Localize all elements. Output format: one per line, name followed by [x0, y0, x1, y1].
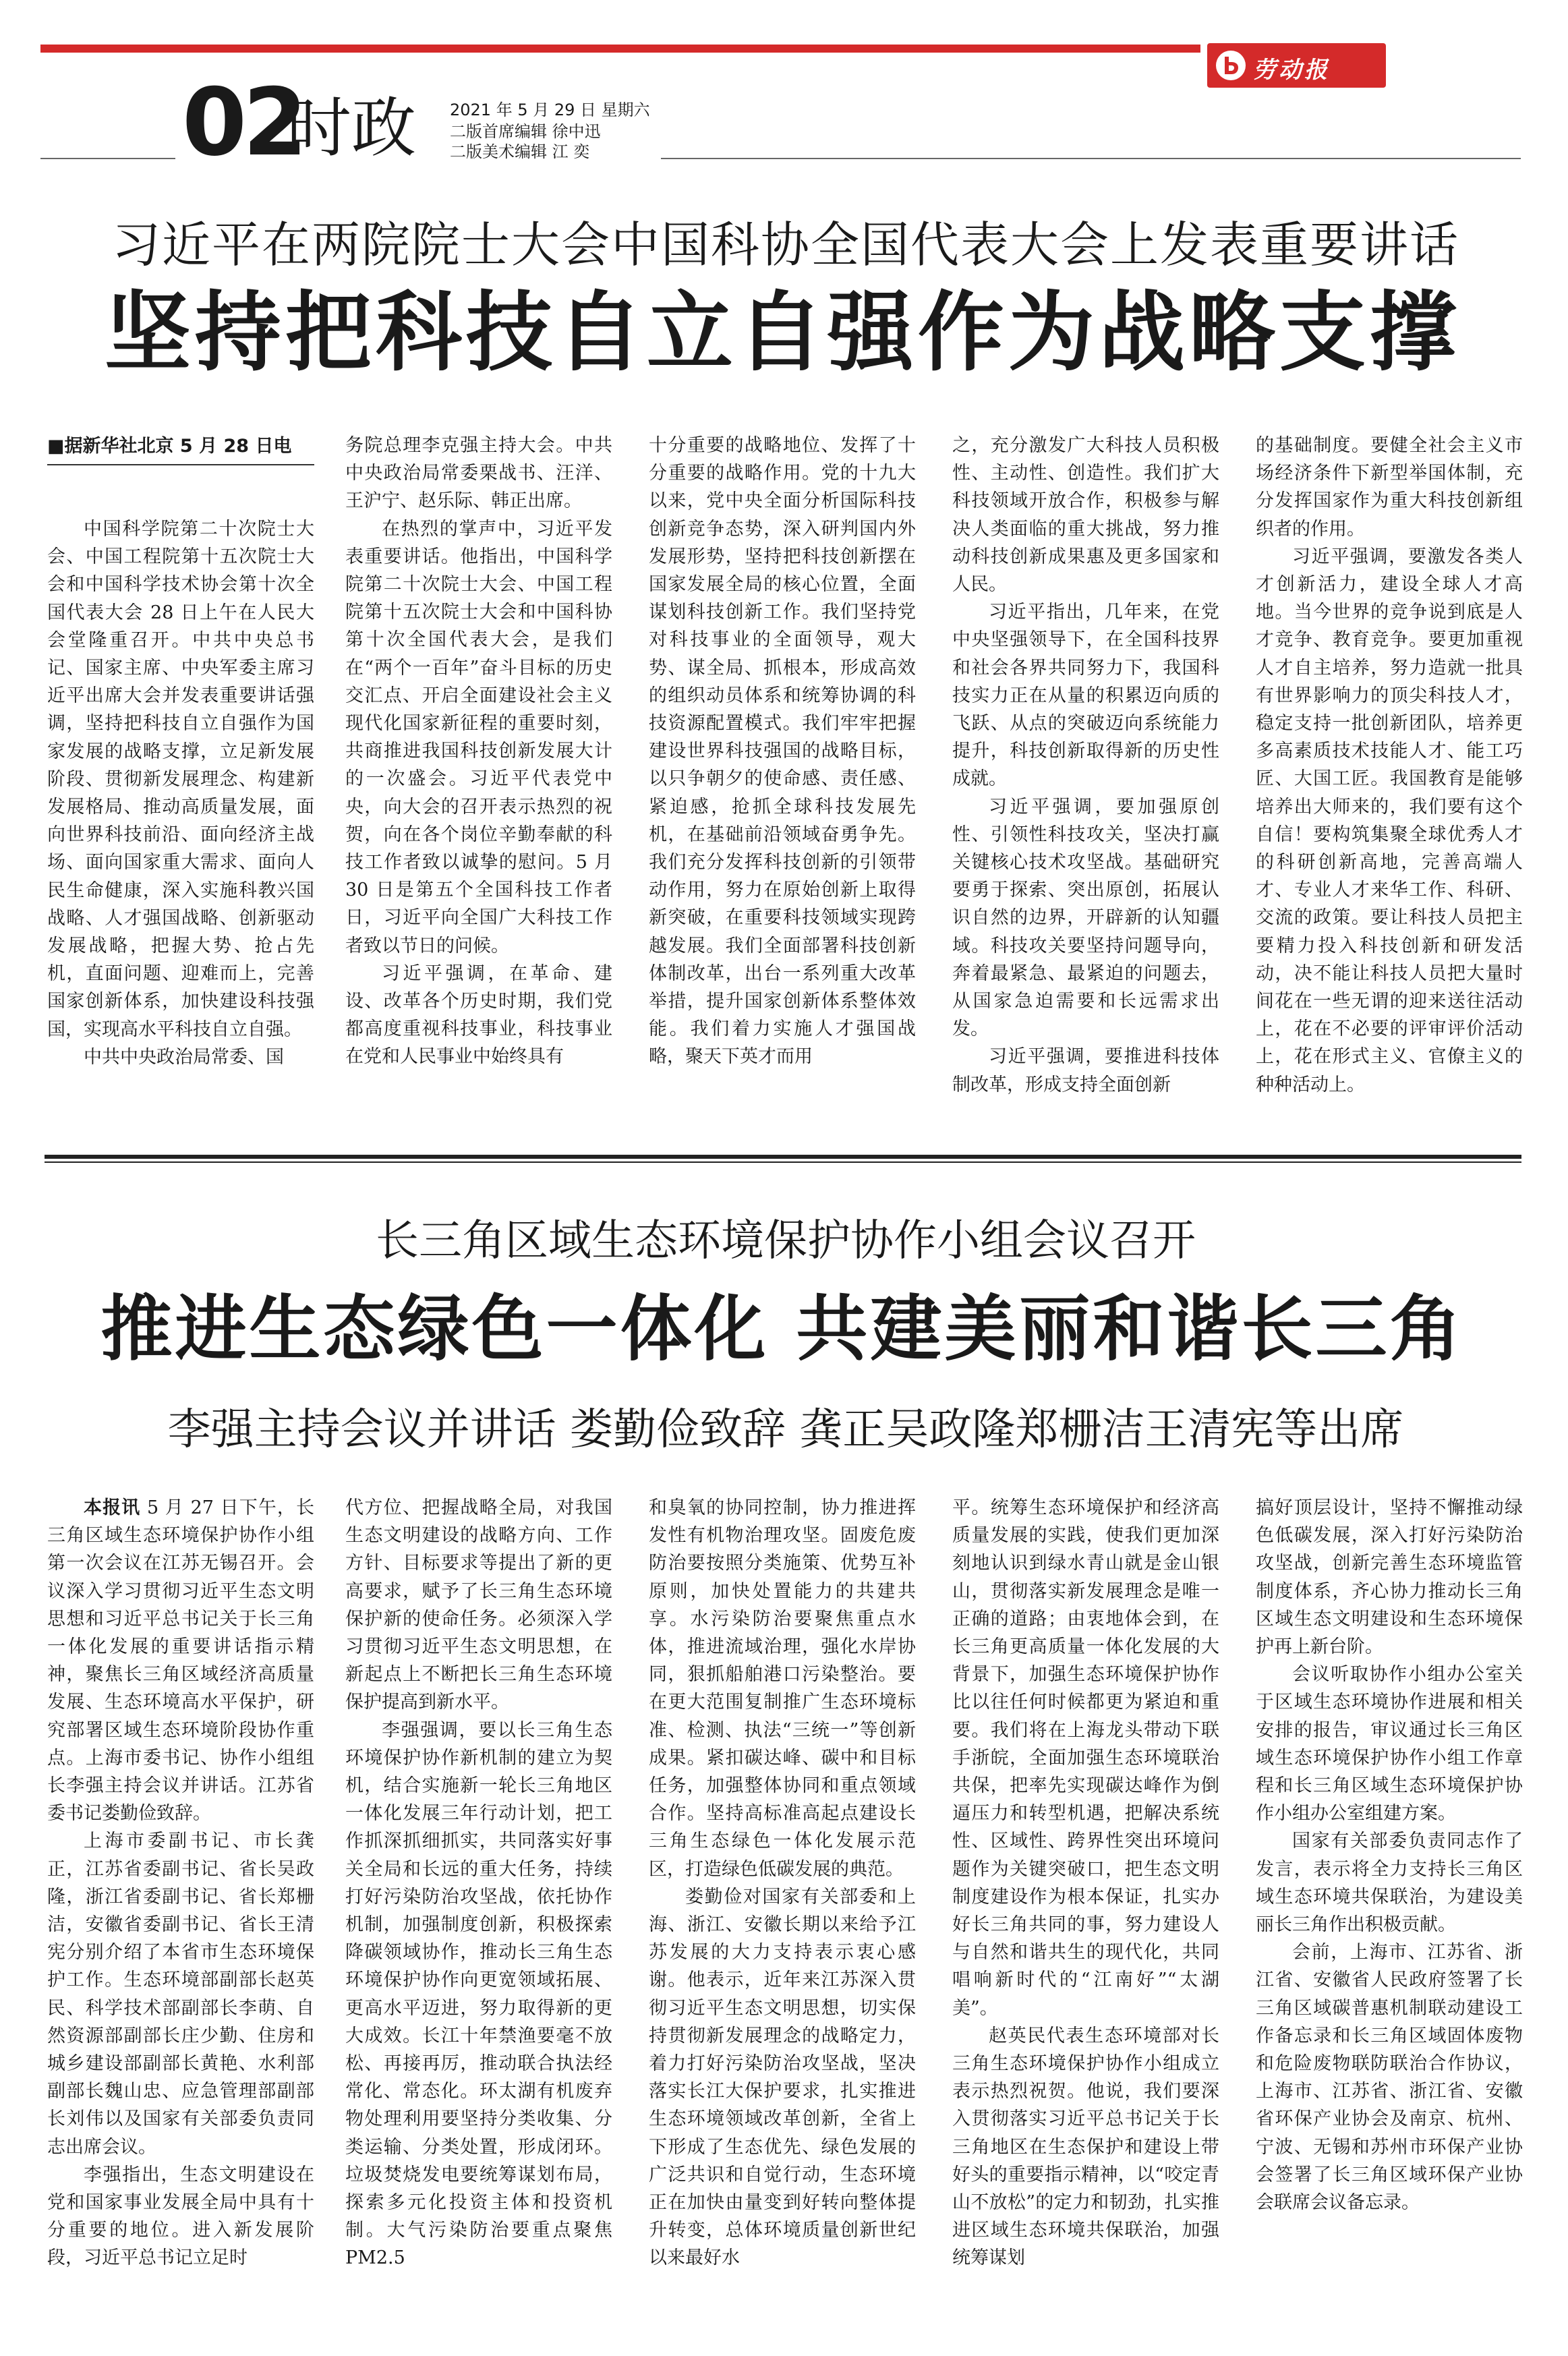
paper-name: 劳动报 [1253, 57, 1330, 84]
article2-column-4 [952, 1494, 1219, 2337]
editor-chief: 二版首席编辑 徐中迅 [450, 122, 601, 141]
article2-headline[interactable]: 推进生态绿色一体化 共建美丽和谐长三角 [100, 1286, 1464, 1371]
article-divider-thin [45, 1161, 1521, 1163]
paragraph: 习近平强调，要推进科技体制改革，形成支持全面创新 [952, 1046, 1219, 1095]
article1-column-5 [1256, 432, 1523, 1106]
article2-subtitle: 长三角区域生态环境保护协作小组会议召开 [376, 1216, 1196, 1266]
article2-column-3 [649, 1494, 916, 2337]
paragraph: 平。统筹生态环境保护和经济高质量发展的实践，使我们更加深刻地认识到绿水青山就是金山银山，贯彻落实新发展理念是唯一正确的道路；由衷地体会到，在长三角更高质量一体化发展的大背景下，加强生态环境保护协作比以往任何时候都更为紧迫和重要。我们将在上海龙头带动下联手浙皖，全面加强生态环境联治共保，把率先实现碳达峰作为倒逼压力和转型机遇，把解决系统性、区域性、跨界性突出环境问题作为关键突破口，把生态文明制度建设作为根本保证，扎实办好长三角共同的事，努力建设人与自然和谐共生的现代化，共同唱响新时代的“江南好”“太湖美”。 [952, 1497, 1219, 2019]
article1-column-3 [649, 432, 916, 1106]
paragraph: 赵英民代表生态环境部对长三角生态环境保护协作小组成立表示热烈祝贺。他说，我们要深入贯彻落实习近平总书记关于长三角地区在生态保护和建设上带好头的重要指示精神，以“咬定青山不放松”的定力和韧劲，扎实推进区域生态环境共保联治，加强统筹谋划 [952, 2025, 1219, 2269]
paragraph: 李强强调，要以长三角生态环境保护协作新机制的建立为契机，结合实施新一轮长三角地区一体化发展三年行动计划，把工作抓深抓细抓实，共同落实好事关全局和长远的重大任务，持续打好污染防治攻坚战，依托协作机制，加强制度创新，积极探索降碳领域协作，推动长三角生态环境保护协作向更宽领域拓展、更高水平迈进，努力取得新的更大成效。长江十年禁渔要毫不放松、再接再厉，推动联合执法经常化、常态化。环太湖有机废弃物处理利用要坚持分类收集、分类运输、分类处置，形成闭环。垃圾焚烧发电要统筹谋划布局，探索多元化投资主体和投资机制。大气污染防治要重点聚焦 PM2.5 [345, 1719, 612, 2269]
lead-text: 5 月 27 日下午，长三角区域生态环境保护协作小组第一次会议在江苏无锡召开。会议深入学习贯彻习近平生态文明思想和习近平总书记关于长三角一体化发展的重要讲话指示精神，聚焦长三角区域经济高质量发展、生态环境高水平保护，研究部署区域生态环境阶段协作重点。上海市委书记、协作小组组长李强主持会议并讲话。江苏省委书记娄勤俭致辞。 [47, 1497, 314, 1825]
paragraph: 会议听取协作小组办公室关于区域生态环境协作进展和相关安排的报告，审议通过长三角区域生态环境保护协作小组工作章程和长三角区域生态环境保护协作小组办公室组建方案。 [1256, 1664, 1523, 1825]
article2-column-1 [47, 1494, 314, 2337]
section-name: 时政 [287, 90, 416, 166]
editor-art: 二版美术编辑 江 奕 [450, 142, 590, 161]
byline-rule [47, 464, 314, 465]
masthead-red-bar [40, 45, 1200, 53]
paragraph: 在热烈的掌声中，习近平发表重要讲话。他指出，中国科学院第二十次院士大会、中国工程院第十五次院士大会和中国科协第十次全国代表大会，是我们在“两个一百年”奋斗目标的历史交汇点、开启全面建设社会主义现代化国家新征程的重要时刻，共商推进我国科技创新发展大计的一次盛会。习近平代表党中央，向大会的召开表示热烈的祝贺，向在各个岗位辛勤奉献的科技工作者致以诚挚的慰问。5 月 30 日是第五个全国科技工作者日，习近平向全国广大科技工作者致以节日的问候。 [345, 518, 612, 956]
paragraph: 习近平强调，要激发各类人才创新活力，建设全球人才高地。当今世界的竞争说到底是人才竞争、教育竞争。要更加重视人才自主培养，努力造就一批具有世界影响力的顶尖科技人才，稳定支持一批创新团队，培养更多高素质技术技能人才、能工巧匠、大国工匠。我国教育是能够培养出大师来的，我们要有这个自信！要构筑集聚全球优秀人才的科研创新高地，完善高端人才、专业人才来华工作、科研、交流的政策。要让科技人员把主要精力投入科技创新和研发活动，决不能让科技人员把大量时间花在一些无谓的迎来送往活动上，花在不必要的评审评价活动上，花在形式主义、官僚主义的种种活动上。 [1256, 546, 1523, 1095]
article2-column-5 [1256, 1494, 1523, 2337]
paragraph: 习近平强调，在革命、建设、改革各个历史时期，我们党都高度重视科技事业，科技事业在党和人民事业中始终具有 [345, 962, 612, 1068]
paragraph: 十分重要的战略地位、发挥了十分重要的战略作用。党的十九大以来，党中央全面分析国际科技创新竞争态势，深入研判国内外发展形势，坚持把科技创新摆在国家发展全局的核心位置，全面谋划科技创新工作。我们坚持党对科技事业的全面领导，观大势、谋全局、抓根本，形成高效的组织动员体系和统筹协调的科技资源配置模式。我们牢牢把握建设世界科技强国的战略目标，以只争朝夕的使命感、责任感、紧迫感，抢抓全球科技发展先机，在基础前沿领域奋勇争先。我们充分发挥科技创新的引领带动作用，努力在原始创新上取得新突破，在重要科技领域实现跨越发展。我们全面部署科技创新体制改革，出台一系列重大改革举措，提升国家创新体系整体效能。我们着力实施人才强国战略，聚天下英才而用 [649, 435, 916, 1068]
article1-column-1 [47, 515, 314, 1109]
article1-headline[interactable]: 坚持把科技自立自强作为战略支撑 [104, 282, 1460, 383]
paragraph: 李强指出，生态文明建设在党和国家事业发展全局中具有十分重要的地位。进入新发展阶段，习近平总书记立足时 [47, 2164, 314, 2269]
paragraph: 代方位、把握战略全局，对我国生态文明建设的战略方向、工作方针、目标要求等提出了新的更高要求，赋予了长三角生态环境保护新的使命任务。必须深入学习贯彻习近平生态文明思想，在新起点上不断把长三角生态环境保护提高到新水平。 [345, 1497, 612, 1713]
article1-column-2 [345, 432, 612, 1106]
header-rule-left [40, 158, 175, 159]
article1-column-4 [952, 432, 1219, 1106]
paragraph: 搞好顶层设计，坚持不懈推动绿色低碳发展，深入打好污染防治攻坚战，创新完善生态环境监管制度体系，齐心协力推动长三角区域生态文明建设和生态环境保护再上新台阶。 [1256, 1497, 1523, 1658]
paragraph: 和臭氧的协同控制，协力推进挥发性有机物治理攻坚。固废危废防治要按照分类施策、优势互补原则，加快处置能力的共建共享。水污染防治要聚焦重点水体，推进流域治理，强化水岸协同，狠抓船舶港口污染整治。要在更大范围复制推广生态环境标准、检测、执法“三统一”等创新成果。紧扣碳达峰、碳中和目标任务，加强整体协同和重点领域合作。坚持高标准高起点建设长三角生态绿色一体化发展示范区，打造绿色低碳发展的典范。 [649, 1497, 916, 1880]
paragraph: 之，充分激发广大科技人员积极性、主动性、创造性。我们扩大科技领域开放合作，积极参与解决人类面临的重大挑战，努力推动科技创新成果惠及更多国家和人民。 [952, 435, 1219, 596]
paragraph: 会前，上海市、江苏省、浙江省、安徽省人民政府签署了长三角区域碳普惠机制联动建设工作备忘录和长三角区域固体废物和危险废物联防联治合作协议，上海市、江苏省、浙江省、安徽省环保产业协会及南京、杭州、宁波、无锡和苏州市环保产业协会签署了长三角区域环保产业协会联席会议备忘录。 [1256, 1942, 1523, 2214]
issue-date: 2021 年 5 月 29 日 星期六 [450, 100, 650, 119]
paragraph: 务院总理李克强主持大会。中共中央政治局常委栗战书、汪洋、王沪宁、赵乐际、韩正出席。 [345, 435, 612, 512]
dateline-label: 本报讯 [84, 1497, 141, 1518]
paragraph: 的基础制度。要健全社会主义市场经济条件下新型举国体制，充分发挥国家作为重大科技创新组织者的作用。 [1256, 435, 1523, 540]
paragraph: 娄勤俭对国家有关部委和上海、浙江、安徽长期以来给予江苏发展的大力支持表示衷心感谢。他表示，近年来江苏深入贯彻习近平生态文明思想，切实保持贯彻新发展理念的战略定力，着力打好污染防治攻坚战，坚决落实长江大保护要求，扎实推进生态环境领域改革创新，全省上下形成了生态优先、绿色发展的广泛共识和自觉行动，生态环境正在加快由量变到好转向整体提升转变，总体环境质量创新世纪以来最好水 [649, 1886, 916, 2269]
paragraph: 中共中央政治局常委、国 [84, 1046, 284, 1068]
article1-byline: ■据新华社北京 5 月 28 日电 [47, 436, 292, 457]
page-number: 02 [182, 68, 304, 177]
article-divider [45, 1155, 1521, 1159]
paragraph: 上海市委副书记、市长龚正，江苏省委副书记、省长吴政隆，浙江省委副书记、省长郑栅洁，安徽省委副书记、省长王清宪分别介绍了本省市生态环境保护工作。生态环境部副部长赵英民、科学技术部副部长李萌、自然资源部副部长庄少勤、住房和城乡建设部副部长黄艳、水利部副部长魏山忠、应急管理部副部长刘伟以及国家有关部委负责同志出席会议。 [47, 1831, 314, 2158]
paragraph [47, 1494, 314, 1827]
article1-subtitle: 习近平在两院院士大会中国科协全国代表大会上发表重要讲话 [111, 217, 1459, 273]
paragraph: 习近平强调，要加强原创性、引领性科技攻关，坚决打赢关键核心技术攻坚战。基础研究要勇于探索、突出原创，拓展认识自然的边界，开辟新的认知疆域。科技攻关要坚持问题导向，奔着最紧急、最紧迫的问题去，从国家急迫需要和长远需求出发。 [952, 796, 1219, 1040]
article2-column-2 [345, 1494, 612, 2337]
article2-deck: 李强主持会议并讲话 娄勤俭致辞 龚正吴政隆郑栅洁王清宪等出席 [167, 1405, 1404, 1455]
header-rule-right [661, 158, 1521, 159]
paragraph: 国家有关部委负责同志作了发言，表示将全力支持长三角区域生态环境共保联治，为建设美丽长三角作出积极贡献。 [1256, 1831, 1523, 1936]
paper-logo-icon [1214, 49, 1248, 82]
paragraph: 习近平指出，几年来，在党中央坚强领导下，在全国科技界和社会各界共同努力下，我国科技实力正在从量的积累迈向质的飞跃、从点的突破迈向系统能力提升，科技创新取得新的历史性成就。 [952, 602, 1219, 790]
paragraph: 中国科学院第二十次院士大会、中国工程院第十五次院士大会和中国科学技术协会第十次全国代表大会 28 日上午在人民大会堂隆重召开。中共中央总书记、国家主席、中央军委主席习近平出席大会并发表重要讲话强调，坚持把科技自立自强作为国家发展的战略支撑，立足新发展阶段、贯彻新发展理念、构建新发展格局、推动高质量发展，面向世界科技前沿、面向经济主战场、面向国家重大需求、面向人民生命健康，深入实施科教兴国战略、人才强国战略、创新驱动发展战略，把握大势、抢占先机，直面问题、迎难而上，完善国家创新体系，加快建设科技强国，实现高水平科技自立自强。 [47, 519, 314, 1040]
